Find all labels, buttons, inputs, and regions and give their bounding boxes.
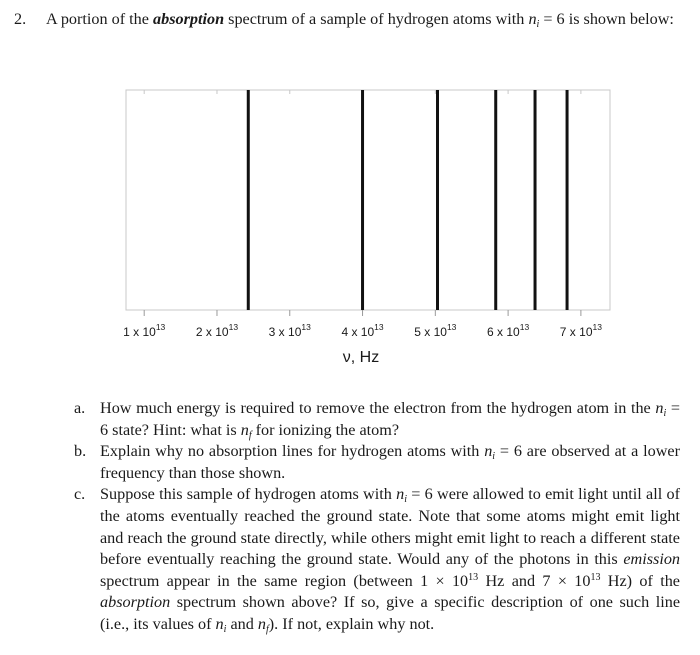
spectrum-plot-frame xyxy=(126,90,610,310)
x-tick-label-2: 2 x $10^{13}$ xyxy=(195,322,239,339)
emission-emphasis: emission xyxy=(623,550,680,569)
x-axis-label: ν, Hz xyxy=(342,349,380,366)
x-tick-label-7: 7 x $10^{13}$ xyxy=(559,322,602,339)
x-tick-label-4: 4 x $10^{13}$ xyxy=(341,322,384,339)
part-c-label: c. xyxy=(74,485,86,504)
part-b: b. Explain why no absorption lines for hydrogen atoms with $n_i = 6$ are observed at a lower frequency than those shown. xyxy=(74,442,680,482)
part-a: a. How much energy is required to remove the electron from the hydrogen atom in the $n_i = 6$ state? Hint: what is $n_f$ for ionizing the atom? xyxy=(74,399,680,441)
x-tick-label-1: 1 x $10^{13}$ xyxy=(123,322,166,339)
x-tick-label-5: 5 x $10^{13}$ xyxy=(414,322,457,339)
part-a-label: a. xyxy=(74,399,86,417)
part-b-label: b. xyxy=(74,442,87,461)
sub-questions xyxy=(70,398,680,636)
absorption-emphasis: absorption xyxy=(153,10,225,28)
question-prompt: A portion of the absorption spectrum of a sample of hydrogen atoms with $n_i = 6$ is shown below: xyxy=(46,10,674,30)
question-number: 2. xyxy=(14,10,27,28)
absorption-emphasis-c: absorption xyxy=(100,593,171,612)
x-tick-label-3: 3 x $10^{13}$ xyxy=(268,322,311,339)
part-c: c. Suppose this sample of hydrogen atoms with $n_i = 6$ were allowed to emit light until all of the atoms eventually reached the ground state. Note that some atoms might emit light and reach the ground state directly, while others might emit light to reach a different state before eventually reaching the ground state. Would any of the photons in this emission spectrum appear in the same region (between $1 \times 10^{13}$ Hz and $7 \times 10^{13}$ Hz) of the absorption spectrum shown above? If so, give a specific description of one such line (i.e., its values of $n_i$ and $n_f$). If not, explain why not. xyxy=(74,485,680,635)
x-tick-label-6: 6 x $10^{13}$ xyxy=(487,322,530,339)
absorption-spectrum-chart xyxy=(96,84,636,379)
